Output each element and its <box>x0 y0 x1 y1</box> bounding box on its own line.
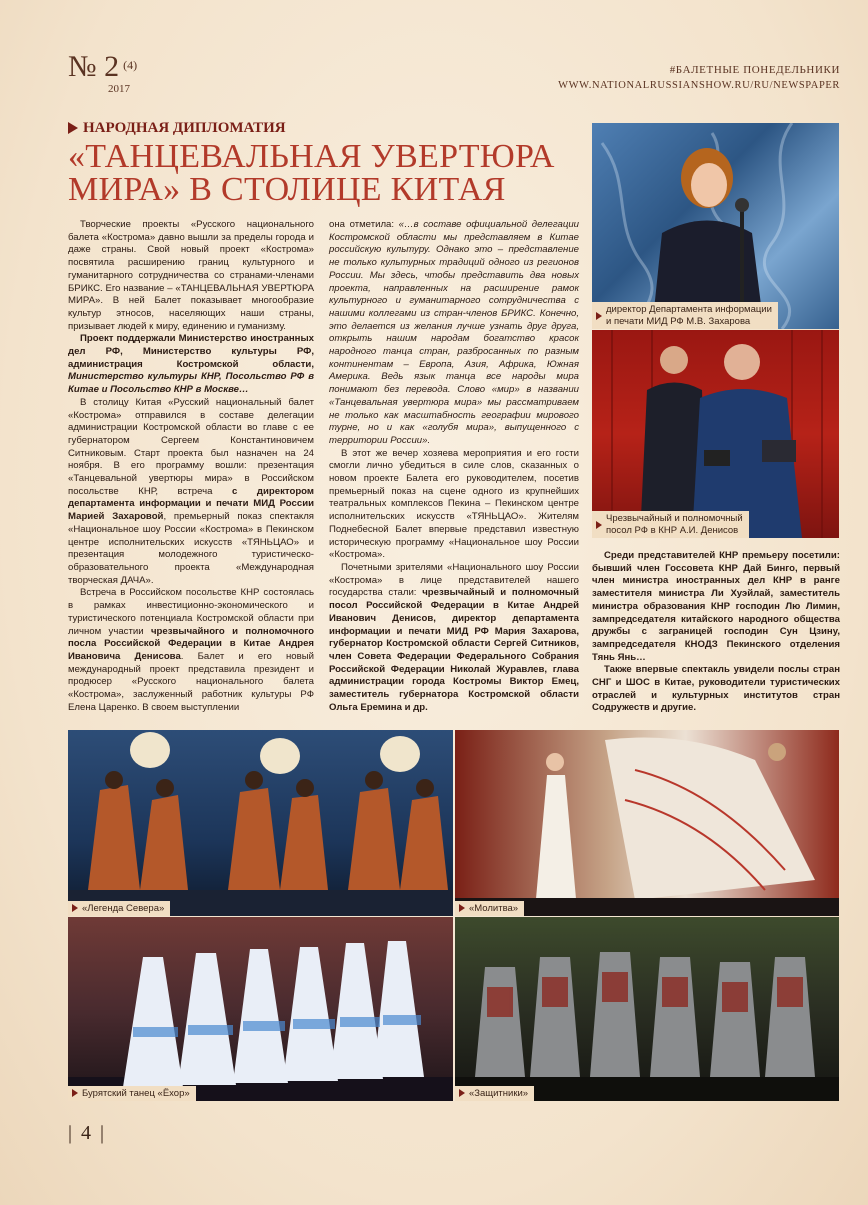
legend-caption <box>68 901 170 917</box>
site-url[interactable]: WWW.NATIONALRUSSIANSHOW.RU/RU/NEWSPAPER <box>558 80 840 91</box>
photo-buryat-dance <box>68 917 453 1101</box>
col1-p4-bold: чрезвычайного и полномочного посла Российской Федерации в Китае Андрея Ивановича Денисова <box>68 625 314 662</box>
photo-denisov <box>592 330 839 538</box>
col2-p1-quote: «…в составе официальной делегации Костромской области мы представляем в Китае российскую культуру. Однако это – представление не только культурных традиций одного из регионов России. Мы здесь, чтобы представить два новых проекта, направленных на расширение рамок культурного и гуманитарного сотрудничества с нашими коллегами из стран-членов БРИКС. Конечно, это делается из желания лучше узнать друг друга, открыть нашим народам богатство красок народного танца стран, разбросанных по разным континентам – Европа, Азия, Африка, Южная Америка. Ведь язык танца все народы мира понимают без перевода. Слово «мир» в названии «Танцевальная увертюра мира» мы рассматриваем не только как масштабность географии мирового турне, но и как «голубя мира», выпущенного с территории России». <box>329 219 579 446</box>
col1-p3-text-a: В столицу Китая «Русский национальный балет «Кострома» отправился в составе делегации администрации Костромской области во главе с ее губернатором Сергеем Константиновичем Ситниковым. Старт проекта был назначен на 24 ноября. В его программу вошли: презентация «Танцевальной увертюры мира» в Российском посольстве КНР, встреча <box>68 396 314 497</box>
col1-p4-text-c: . Балет и его новый международный проект представила президент и продюсер «Русского национального балета «Кострома», заслуженный работник культуры РФ Елена Царенко. В своем выступлении <box>68 650 314 713</box>
col3-p2-bold: Также впервые спектакль увидели послы стран СНГ и ШОС в Китае, руководители туристических отраслей и культурных институтов стран Содружеств и другие. <box>592 664 840 714</box>
defenders-caption <box>455 1086 534 1102</box>
caption-triangle-icon <box>596 312 602 320</box>
col1-p3-text-c: , премьерный показ спектакля «Национальное шоу России «Кострома» в Пекинском центре исполнительских искусств «ТЯНЬЦАО» и презентация молодежного туристическо-образовательного проекта «Международная творческая ДАЧА». <box>68 511 315 586</box>
hashtag: #БАЛЕТНЫЕ ПОНЕДЕЛЬНИКИ <box>669 64 840 76</box>
prayer-caption <box>455 901 524 917</box>
col3-paragraph-1 <box>592 550 840 664</box>
photo-zakharova <box>592 123 839 329</box>
zakharova-caption-line-1: директор Департамента информации <box>606 304 772 315</box>
defenders-illustration <box>455 917 839 1101</box>
legend-caption-text: «Легенда Севера» <box>82 902 165 914</box>
col1-paragraph-2 <box>68 333 314 397</box>
issue-year: 2017 <box>108 83 130 95</box>
denisov-caption-line-2: посол РФ в КНР А.И. Денисов <box>606 524 739 536</box>
caption-triangle-icon <box>596 521 602 529</box>
zakharova-caption-line-2: и печати МИД РФ М.В. Захарова <box>606 315 751 327</box>
col1-paragraph-3 <box>68 397 314 588</box>
rubric-triangle-icon <box>68 122 78 134</box>
caption-triangle-icon <box>72 904 78 912</box>
prayer-illustration <box>455 730 839 916</box>
denisov-caption-line-1: Чрезвычайный и полномочный <box>606 513 743 524</box>
column-2 <box>329 219 579 714</box>
prayer-caption-text: «Молитва» <box>469 902 519 914</box>
col1-p3-bold: с директором департамента информации и печати МИД России Марией Захаровой <box>68 485 315 523</box>
col2-paragraph-2: В этот же вечер хозяева мероприятия и его гости смогли лично убедиться в силе слов, сказанных о новом проекте Балета его руководителем, посетив премьерный показ на сцене одного из крупнейших театральных комплексов Пекина – Пекинском центре исполнительских искусств «ТЯНЬЦАО». Жителям Поднебесной Балет впервые представил известную историческую программу «Национальное шоу России «Кострома». <box>329 447 579 561</box>
column-1 <box>68 219 314 714</box>
photo-defenders <box>455 917 839 1101</box>
page-number: | 4 | <box>68 1122 107 1144</box>
rubric <box>68 120 286 137</box>
col1-paragraph-4 <box>68 587 314 714</box>
col1-p2-bold: Проект поддержали Министерство иностранных дел РФ, Министерство культуры РФ, администрация Костромской области, <box>68 333 314 370</box>
zakharova-caption <box>592 302 778 329</box>
photo-legend-of-north <box>68 730 453 916</box>
denisov-illustration <box>592 330 839 538</box>
issue-number: № 2 <box>68 50 120 83</box>
zakharova-illustration <box>592 123 839 329</box>
buryat-caption-text: Бурятский танец «Ёхор» <box>82 1087 190 1099</box>
denisov-caption <box>592 511 749 538</box>
col1-p4-text-a: Встреча в Российском посольстве КНР состоялась в рамках инвестиционно-экономического и туристического потенциала Костромской области при личном участии <box>68 587 314 637</box>
col2-p3-bold: чрезвычайный и полномочный посол Российской Федерации в Китае Андрей Иванович Денисов, директор департамента информации и печати МИД РФ Мария Захарова, губернатор Костромской области Сергей Ситников, член Совета Федерации Федерального Собрания Российской Федерации Николай Журавлев, глава администрации города Костромы Виктор Емец, заместитель губернатора Костромской области Ольга Еремина и др. <box>329 587 579 713</box>
col2-paragraph-1 <box>329 219 579 448</box>
col2-paragraph-3 <box>329 562 579 714</box>
buryat-illustration <box>68 917 453 1101</box>
buryat-caption <box>68 1086 196 1102</box>
col2-p1-text: она отметила: <box>329 219 399 230</box>
caption-triangle-icon <box>72 1089 78 1097</box>
headline: «ТАНЦЕВАЛЬНАЯ УВЕРТЮРА МИРА» В СТОЛИЦЕ КИТАЯ <box>68 138 555 208</box>
col1-p2-bold-italic: Министерство культуры КНР, Посольство РФ в Китае и Посольство КНР в Москве… <box>68 371 314 396</box>
issue-sub: (4) <box>123 58 138 72</box>
column-3 <box>592 550 840 715</box>
caption-triangle-icon <box>459 904 465 912</box>
col3-paragraph-2 <box>592 664 840 715</box>
issue-block <box>68 50 138 95</box>
legend-illustration <box>68 730 453 916</box>
col3-p1-bold: Среди представителей КНР премьеру посетили: бывший член Госсовета КНР Дай Бинго, первый член министра иностранных дел КНР в ранге заместителя министра Ли Хуэйлай, заместитель министра образования КНР господин Лю Лимин, зампредседателя китайского народного общества дружбы с заграницей господин Сун Цзину, зампредседателя КНОДЗ Пекинского отделения Тянь Янь… <box>592 550 840 663</box>
photo-prayer <box>455 730 839 916</box>
caption-triangle-icon <box>459 1089 465 1097</box>
defenders-caption-text: «Защитники» <box>469 1087 529 1099</box>
rubric-label: НАРОДНАЯ ДИПЛОМАТИЯ <box>83 120 286 136</box>
col2-p3-text: Почетными зрителями «Национального шоу России «Кострома» в лице представителей нашего государства стали: <box>329 561 579 599</box>
col1-paragraph-1: Творческие проекты «Русского национального балета «Кострома» давно вышли за пределы города и даже страны. Свой новый проект «Кострома» посвятила расширению границ культурного и гуманитарного сотрудничества со странами-членами БРИКС. Его название – «ТАНЦЕВАЛЬНАЯ УВЕРТЮРА МИРА». В ней Балет показывает многообразие культур этносов, населяющих наши страны, призывает людей к миру, единению и гуманизму. <box>68 219 314 332</box>
